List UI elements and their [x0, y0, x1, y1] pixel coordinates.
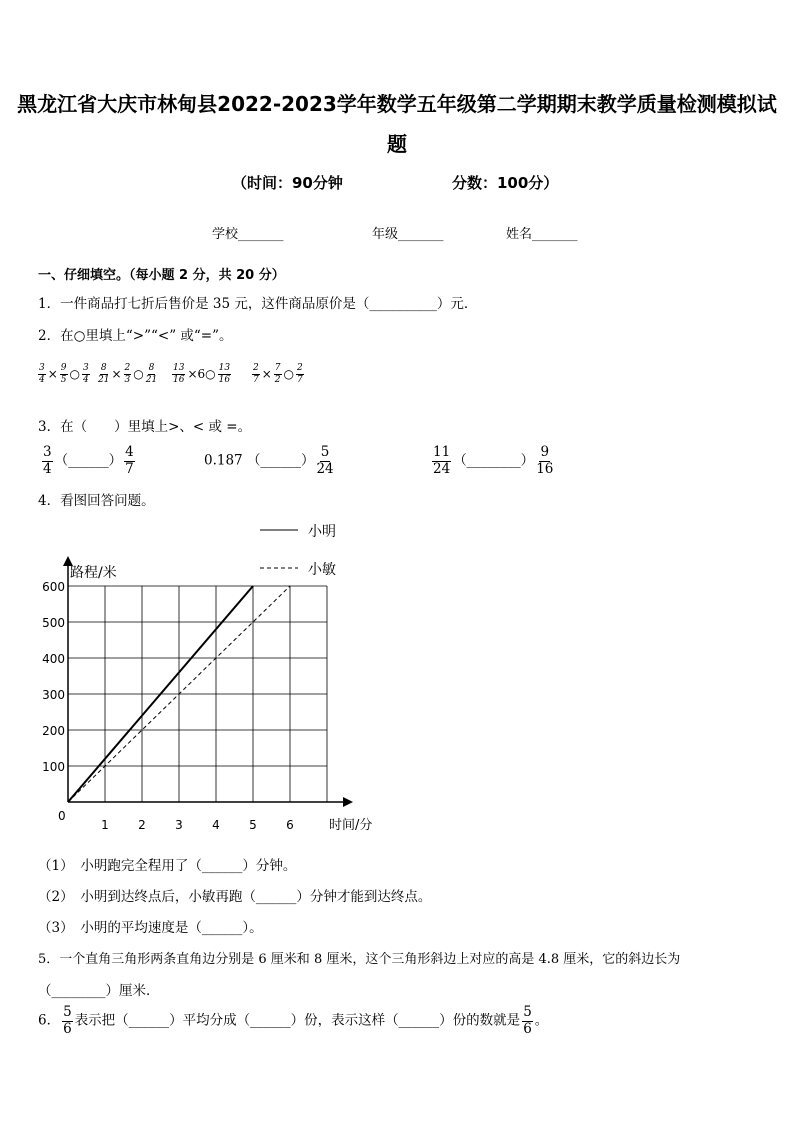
- q4-sub-3: （3） 小明的平均速度是（______）。: [38, 920, 263, 936]
- answer-blank[interactable]: （______）: [54, 452, 123, 469]
- question-3: 3．在（ ）里填上>、< 或 =。: [38, 419, 252, 435]
- question-5-line1: 5．一个直角三角形两条直角边分别是 6 厘米和 8 厘米，这个三角形斜边上对应的高是 4.8 厘米，它的斜边长为: [38, 952, 681, 967]
- q2-item-4: $\frac{2}{7}$ × $\frac{7}{2}$ ○ $\frac{2}{7}$: [253, 363, 303, 385]
- q3-item-3: $\frac{11}{24}$ （________） $\frac{9}{16}$: [433, 444, 554, 477]
- compare-circle[interactable]: ○: [133, 367, 144, 381]
- origin-label: 0: [58, 809, 66, 823]
- x-axis-label: 时间/分: [329, 818, 373, 833]
- q4-sub-2: （2） 小明到达终点后，小敏再跑（______）分钟才能到达终点。: [38, 889, 432, 905]
- school-field: 学校_______: [212, 227, 284, 242]
- compare-circle[interactable]: ○: [283, 367, 295, 381]
- question-4: 4．看图回答问题。: [38, 493, 155, 509]
- compare-circle[interactable]: ○: [205, 367, 216, 381]
- y-tick-label: 200: [42, 724, 65, 738]
- grade-field: 年级_______: [372, 227, 444, 242]
- answer-blank[interactable]: （________）: [453, 452, 535, 469]
- y-tick-label: 400: [42, 652, 65, 666]
- name-field: 姓名_______: [506, 227, 578, 242]
- legend-label: 小明: [308, 524, 336, 540]
- x-tick-label: 4: [212, 818, 220, 832]
- q3-item-2: 0.187 （______） $\frac{5}{24}$: [204, 444, 334, 477]
- exam-title-line2: 题: [387, 132, 407, 156]
- question-2: 2．在○里填上“>”“<” 或“=”。: [38, 328, 233, 344]
- time-limit: （时间：90分钟: [232, 174, 343, 192]
- legend-label: 小敏: [308, 562, 336, 578]
- question-1: 1．一件商品打七折后售价是 35 元，这件商品原价是（__________）元．: [38, 296, 478, 312]
- x-tick-label: 5: [249, 818, 257, 832]
- question-6: 6． $\frac{5}{6}$ 表示把（______）平均分成（______）份，表示这样（______）份的数就是 $\frac{5}{6}$ 。: [38, 1004, 549, 1037]
- x-tick-label: 6: [286, 818, 294, 832]
- x-tick-label: 3: [175, 818, 183, 832]
- answer-blank[interactable]: （______）: [246, 452, 315, 469]
- total-score: 分数：100分）: [452, 174, 559, 192]
- x-tick-label: 2: [138, 818, 146, 832]
- section-heading: 一、仔细填空。（每小题 2 分，共 20 分）: [38, 268, 285, 283]
- y-tick-label: 100: [42, 760, 65, 774]
- q2-item-3: $\frac{13}{16}$ ×6○ $\frac{13}{16}$: [173, 363, 231, 385]
- question-5-line2: （________）厘米．: [38, 983, 160, 999]
- exam-title-line1: 黑龙江省大庆市林甸县2022-2023学年数学五年级第二学期期末教学质量检测模拟试: [17, 92, 777, 116]
- x-axis-arrow: [343, 797, 353, 807]
- y-tick-label: 500: [42, 616, 65, 630]
- q4-sub-1: （1） 小明跑完全程用了（______）分钟。: [38, 858, 297, 874]
- q2-item-1: $\frac{3}{4}$ × $\frac{9}{5}$ ○ $\frac{3}{4}$: [39, 363, 89, 385]
- q2-item-2: $\frac{8}{21}$ × $\frac{2}{3}$ ○ $\frac{8}{21}$: [98, 363, 158, 385]
- y-tick-label: 600: [42, 580, 65, 594]
- y-axis-label: 路程/米: [70, 565, 117, 581]
- y-tick-label: 300: [42, 688, 65, 702]
- compare-circle[interactable]: ○: [69, 367, 81, 381]
- distance-time-chart: [28, 520, 408, 840]
- x-tick-label: 1: [101, 818, 109, 832]
- q3-item-1: $\frac{3}{4}$ （______） $\frac{4}{7}$: [43, 444, 134, 477]
